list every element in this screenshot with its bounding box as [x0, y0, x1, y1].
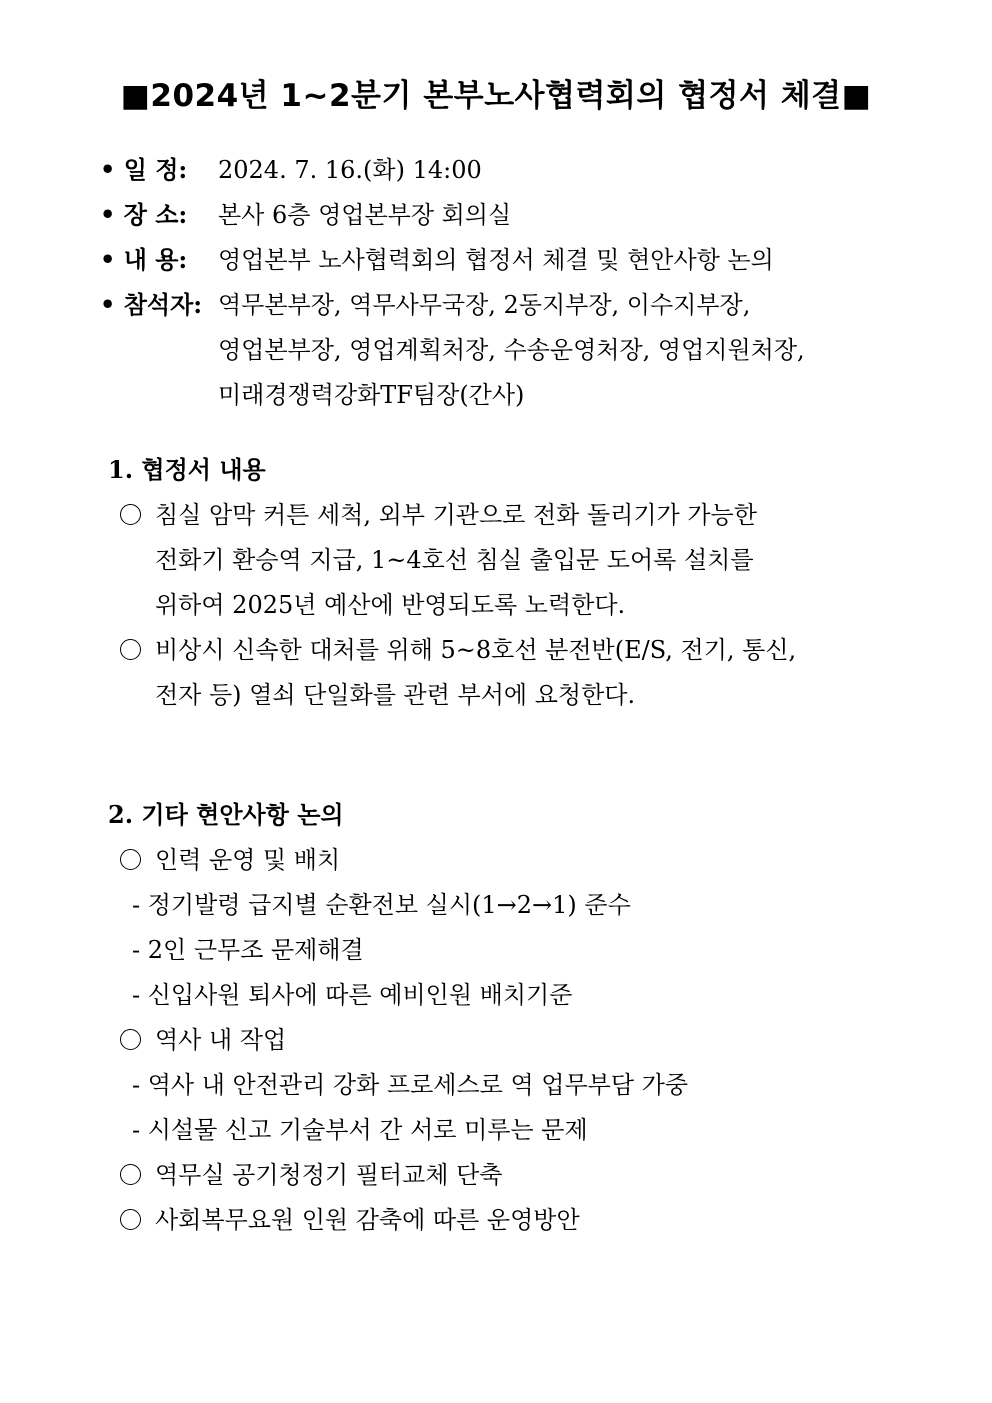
section2-item	[120, 1205, 580, 1235]
section1-heading: 1. 협정서 내용	[108, 455, 266, 484]
circle-bullet-icon	[120, 1164, 141, 1185]
section1-item-line: 침실 암막 커튼 세척, 외부 기관으로 전화 돌리기가 가능한	[155, 501, 757, 529]
info-place-row	[100, 200, 511, 230]
info-place-value: 본사 6층 영업본부장 회의실	[218, 201, 512, 229]
circle-bullet-icon	[120, 504, 141, 525]
circle-bullet-icon	[120, 1029, 141, 1050]
section1-item-line: 전화기 환승역 지급, 1~4호선 침실 출입문 도어록 설치를	[155, 546, 754, 574]
section1-item	[120, 500, 757, 530]
section2-item-text: 인력 운영 및 배치	[155, 846, 341, 874]
section2-item	[120, 845, 340, 875]
section1-item-line: 비상시 신속한 대처를 위해 5~8호선 분전반(E/S, 전기, 통신,	[155, 636, 797, 664]
section2-heading: 2. 기타 현안사항 논의	[108, 800, 344, 829]
info-date-value: 2024. 7. 16.(화) 14:00	[218, 156, 482, 184]
section2-sub-item: - 신입사원 퇴사에 따른 예비인원 배치기준	[132, 981, 573, 1009]
info-attendees-label: • 참석자:	[100, 290, 203, 319]
info-date-label: • 일 정:	[100, 155, 188, 184]
info-attendees-line: 미래경쟁력강화TF팀장(간사)	[218, 381, 525, 409]
info-attendees-line: 영업본부장, 영업계획처장, 수송운영처장, 영업지원처장,	[218, 336, 805, 364]
section2-item-text: 역사 내 작업	[155, 1026, 287, 1054]
info-content-row	[100, 245, 774, 275]
section1-item-line: 위하여 2025년 예산에 반영되도록 노력한다.	[155, 591, 626, 619]
section2-sub-item: - 정기발령 급지별 순환전보 실시(1→2→1) 준수	[132, 891, 631, 919]
section2-item	[120, 1025, 286, 1055]
circle-bullet-icon	[120, 639, 141, 660]
section2-item	[120, 1160, 502, 1190]
circle-bullet-icon	[120, 849, 141, 870]
info-place-label: • 장 소:	[100, 200, 188, 229]
info-attendees-row	[100, 290, 750, 320]
section2-item-text: 역무실 공기청정기 필터교체 단축	[155, 1161, 503, 1189]
document-title: ■2024년 1~2분기 본부노사협력회의 협정서 체결■	[120, 78, 872, 114]
info-content-value: 영업본부 노사협력회의 협정서 체결 및 현안사항 논의	[218, 246, 774, 274]
section2-sub-item: - 시설물 신고 기술부서 간 서로 미루는 문제	[132, 1116, 588, 1144]
info-date-row	[100, 155, 482, 185]
section2-sub-item: - 2인 근무조 문제해결	[132, 936, 364, 964]
info-content-label: • 내 용:	[100, 245, 188, 274]
section1-item-line: 전자 등) 열쇠 단일화를 관련 부서에 요청한다.	[155, 681, 636, 709]
section2-sub-item: - 역사 내 안전관리 강화 프로세스로 역 업무부담 가중	[132, 1071, 689, 1099]
circle-bullet-icon	[120, 1209, 141, 1230]
section1-item	[120, 635, 796, 665]
section2-item-text: 사회복무요원 인원 감축에 따른 운영방안	[155, 1206, 580, 1234]
info-attendees-line: 역무본부장, 역무사무국장, 2동지부장, 이수지부장,	[218, 291, 751, 319]
